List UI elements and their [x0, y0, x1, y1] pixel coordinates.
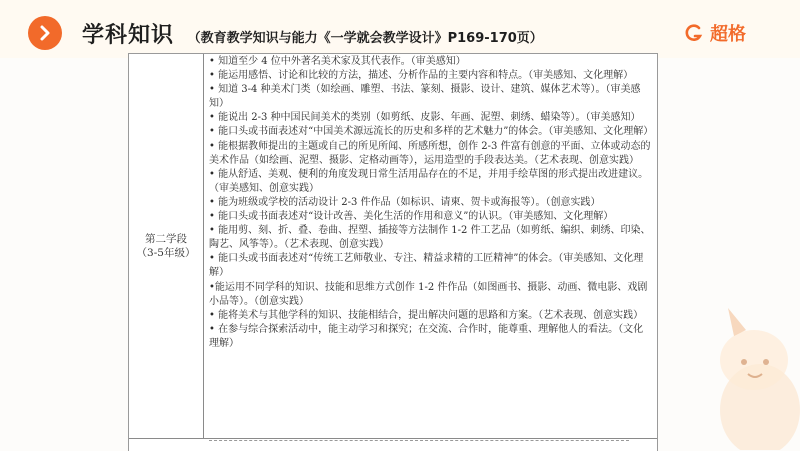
cropped-next-row — [209, 440, 629, 447]
chevron-right-icon — [28, 16, 62, 50]
list-item: • 能口头或书面表述对“中国美术源远流长的历史和多样的艺术魅力”的体会。（审美感知、文化理解） — [209, 126, 654, 138]
brand-logo — [684, 20, 746, 46]
list-item: • 能根据教师提出的主题或自己的所见所闻、所感所想，创作 2-3 件富有创意的平面、立体或动态的美术作品（如绘画、泥塑、摄影、定格动画等），运用造型的手段表达美。（艺术表现、创意实践） — [209, 140, 651, 166]
mascot-illustration-icon — [694, 300, 800, 450]
list-item: • 知道 3-4 种美术门类（如绘画、雕塑、书法、篆刻、摄影、设计、建筑、媒体艺术等）。（审美感知） — [209, 84, 641, 110]
document-table — [128, 53, 658, 451]
stage-cell — [129, 232, 203, 260]
list-item: • 能口头或书面表述对“设计改善、美化生活的作用和意义”的认识。（审美感知、文化理解） — [209, 211, 614, 223]
content-cell — [209, 55, 654, 351]
brand-name: 超格 — [710, 24, 746, 45]
list-item: • 在参与综合探索活动中，能主动学习和探究；在交流、合作时，能尊重、理解他人的看法。（文化理解） — [209, 323, 644, 349]
stage-grade: （3-5年级） — [136, 247, 196, 259]
list-item: • 能为班级或学校的活动设计 2-3 件作品（如标识、请柬、贺卡或海报等）。（创意实践） — [209, 196, 601, 208]
list-item: • 能说出 2-3 种中国民间美术的类别（如剪纸、皮影、年画、泥塑、刺绣、蜡染等）。（审美感知） — [209, 112, 641, 124]
title-subtitle: （教育教学知识与能力《一学就会教学设计》P169-170页） — [187, 31, 543, 46]
stage-label: 第二学段 — [145, 233, 187, 245]
list-item: •能运用不同学科的知识、技能和思维方式创作 1-2 件作品（如图画书、摄影、动画、微电影、戏剧小品等）。（创意实践） — [209, 281, 648, 307]
page-title — [82, 18, 543, 49]
title-main: 学科知识 — [82, 23, 175, 48]
column-divider — [203, 54, 204, 438]
list-item: • 知道至少 4 位中外著名美术家及其代表作。（审美感知） — [209, 56, 466, 67]
list-item: • 能将美术与其他学科的知识、技能相结合，提出解决问题的思路和方案。（艺术表现、创意实践） — [209, 309, 644, 321]
brand-mark-icon — [684, 23, 704, 43]
list-item: • 能运用感悟、讨论和比较的方法，描述、分析作品的主要内容和特点。（审美感知、文化理解） — [209, 70, 634, 82]
row-divider — [129, 438, 657, 439]
header-bar — [0, 0, 800, 58]
list-item: • 能从舒适、美观、便利的角度发现日常生活用品存在的不足，并用手绘草图的形式提出改进建议。（审美感知、创意实践） — [209, 168, 649, 194]
list-item: • 能用剪、刻、折、叠、卷曲、捏塑、插接等方法制作 1-2 件工艺品（如剪纸、编织、刺绣、印染、陶艺、风筝等）。（艺术表现、创意实践） — [209, 225, 651, 251]
list-item: • 能口头或书面表述对“传统工艺师敬业、专注、精益求精的工匠精神”的体会。（审美感知、文化理解） — [209, 253, 644, 279]
